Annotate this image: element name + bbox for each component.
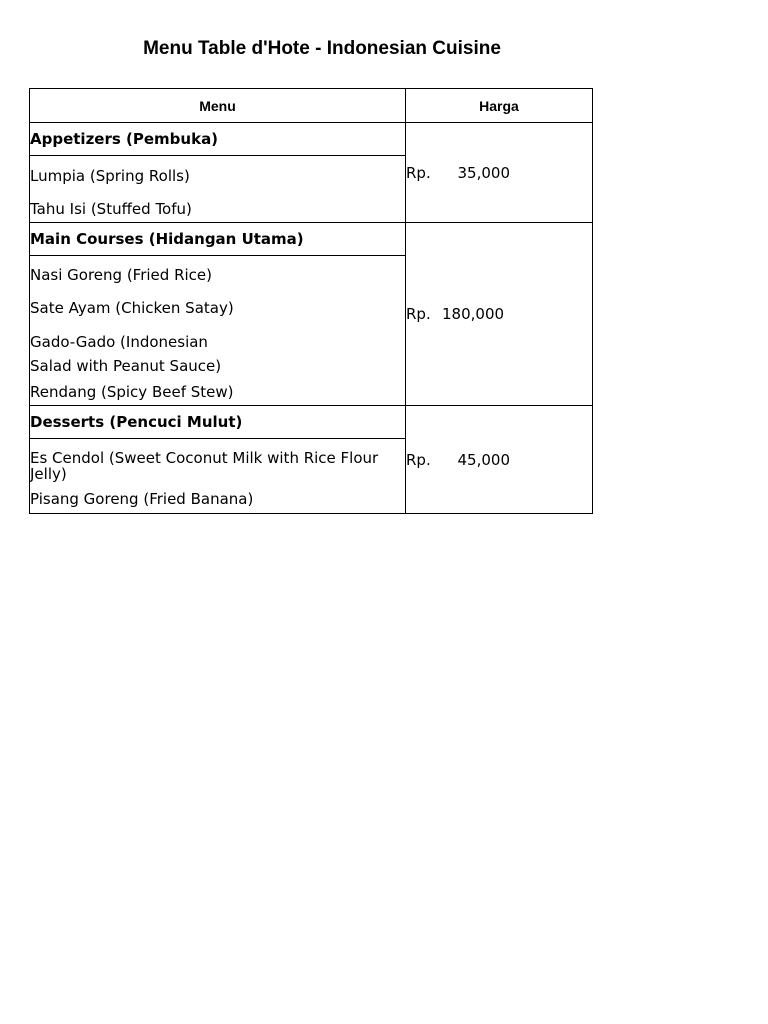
price-currency: Rp.: [406, 450, 431, 469]
section-header-row: [30, 406, 593, 439]
price-amount: 45,000: [457, 450, 510, 469]
menu-item: Lumpia (Spring Rolls): [30, 166, 190, 185]
price-currency: Rp.: [406, 163, 431, 182]
menu-item: Sate Ayam (Chicken Satay): [30, 299, 234, 317]
section-title-desserts: Desserts (Pencuci Mulut): [30, 406, 406, 439]
page-title: Menu Table d'Hote - Indonesian Cuisine: [143, 38, 501, 59]
items-cell-appetizers: [30, 156, 406, 223]
items-cell-desserts: [30, 439, 406, 514]
section-header-row: [30, 223, 593, 256]
menu-item: Nasi Goreng (Fried Rice): [30, 266, 212, 284]
price-cell-desserts: [406, 406, 593, 514]
price-cell-main-courses: [406, 223, 593, 406]
price-amount: 180,000: [442, 305, 505, 323]
menu-item: Pisang Goreng (Fried Banana): [30, 490, 254, 508]
menu-table: [29, 88, 593, 514]
menu-item: Gado-Gado (Indonesian: [30, 333, 208, 351]
menu-item: Salad with Peanut Sauce): [30, 357, 222, 375]
price-cell-appetizers: [406, 123, 593, 223]
menu-item: Rendang (Spicy Beef Stew): [30, 383, 234, 401]
price-amount: 35,000: [457, 163, 510, 182]
section-title-main-courses: Main Courses (Hidangan Utama): [30, 223, 406, 256]
items-cell-main-courses: [30, 256, 406, 406]
menu-column-header: Menu: [30, 89, 406, 123]
header-row: [30, 89, 593, 123]
section-header-row: [30, 123, 593, 156]
section-title-appetizers: Appetizers (Pembuka): [30, 123, 406, 156]
price-currency: Rp.: [406, 305, 431, 323]
menu-item: Tahu Isi (Stuffed Tofu): [30, 199, 192, 218]
menu-item: Es Cendol (Sweet Coconut Milk with Rice Flour Jelly): [30, 449, 379, 483]
price-column-header: Harga: [406, 89, 593, 123]
